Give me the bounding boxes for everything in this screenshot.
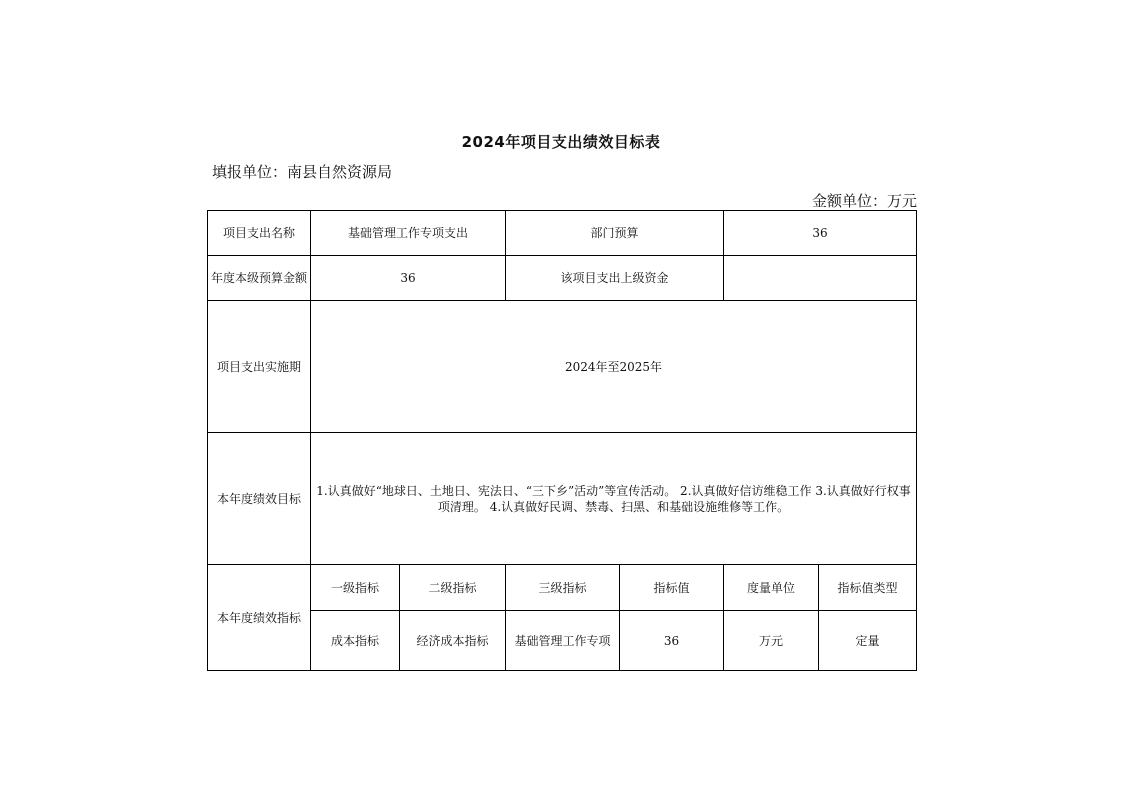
project-name-value: 基础管理工作专项支出 <box>311 211 506 256</box>
indicator-cell: 经济成本指标 <box>400 611 506 671</box>
indicator-cell: 成本指标 <box>311 611 400 671</box>
indicator-cell: 基础管理工作专项 <box>506 611 620 671</box>
superior-funds-value <box>724 256 917 301</box>
table-row <box>208 211 917 256</box>
project-name-label: 项目支出名称 <box>208 211 311 256</box>
table-row <box>208 433 917 565</box>
indicator-header: 指标值类型 <box>819 565 917 611</box>
table-row <box>208 565 917 611</box>
implementation-period-value: 2024年至2025年 <box>311 301 917 433</box>
department-budget-label: 部门预算 <box>506 211 724 256</box>
indicator-header: 一级指标 <box>311 565 400 611</box>
annual-budget-value: 36 <box>311 256 506 301</box>
table-row <box>208 256 917 301</box>
table-row <box>208 611 917 671</box>
implementation-period-label: 项目支出实施期 <box>208 301 311 433</box>
indicator-cell: 定量 <box>819 611 917 671</box>
superior-funds-label: 该项目支出上级资金 <box>506 256 724 301</box>
indicator-cell: 36 <box>620 611 724 671</box>
fill-unit: 填报单位：南县自然资源局 <box>212 163 393 181</box>
indicator-header: 三级指标 <box>506 565 620 611</box>
indicator-cell: 万元 <box>724 611 819 671</box>
indicator-header: 二级指标 <box>400 565 506 611</box>
annual-goal-value: 1.认真做好“地球日、土地日、宪法日、“三下乡”活动”等宣传活动。 2.认真做好信访维稳工作 3.认真做好行权事项清理。 4.认真做好民调、禁毒、扫黑、和基础设施维修等工作。 <box>311 433 917 565</box>
indicator-header: 指标值 <box>620 565 724 611</box>
indicator-header: 度量单位 <box>724 565 819 611</box>
annual-goal-label: 本年度绩效目标 <box>208 433 311 565</box>
performance-table <box>207 210 917 671</box>
table-row <box>208 301 917 433</box>
annual-budget-label: 年度本级预算金额 <box>208 256 311 301</box>
page-title: 2024年项目支出绩效目标表 <box>461 133 661 151</box>
department-budget-value: 36 <box>724 211 917 256</box>
amount-unit: 金额单位：万元 <box>811 192 917 210</box>
indicators-label: 本年度绩效指标 <box>208 565 311 671</box>
